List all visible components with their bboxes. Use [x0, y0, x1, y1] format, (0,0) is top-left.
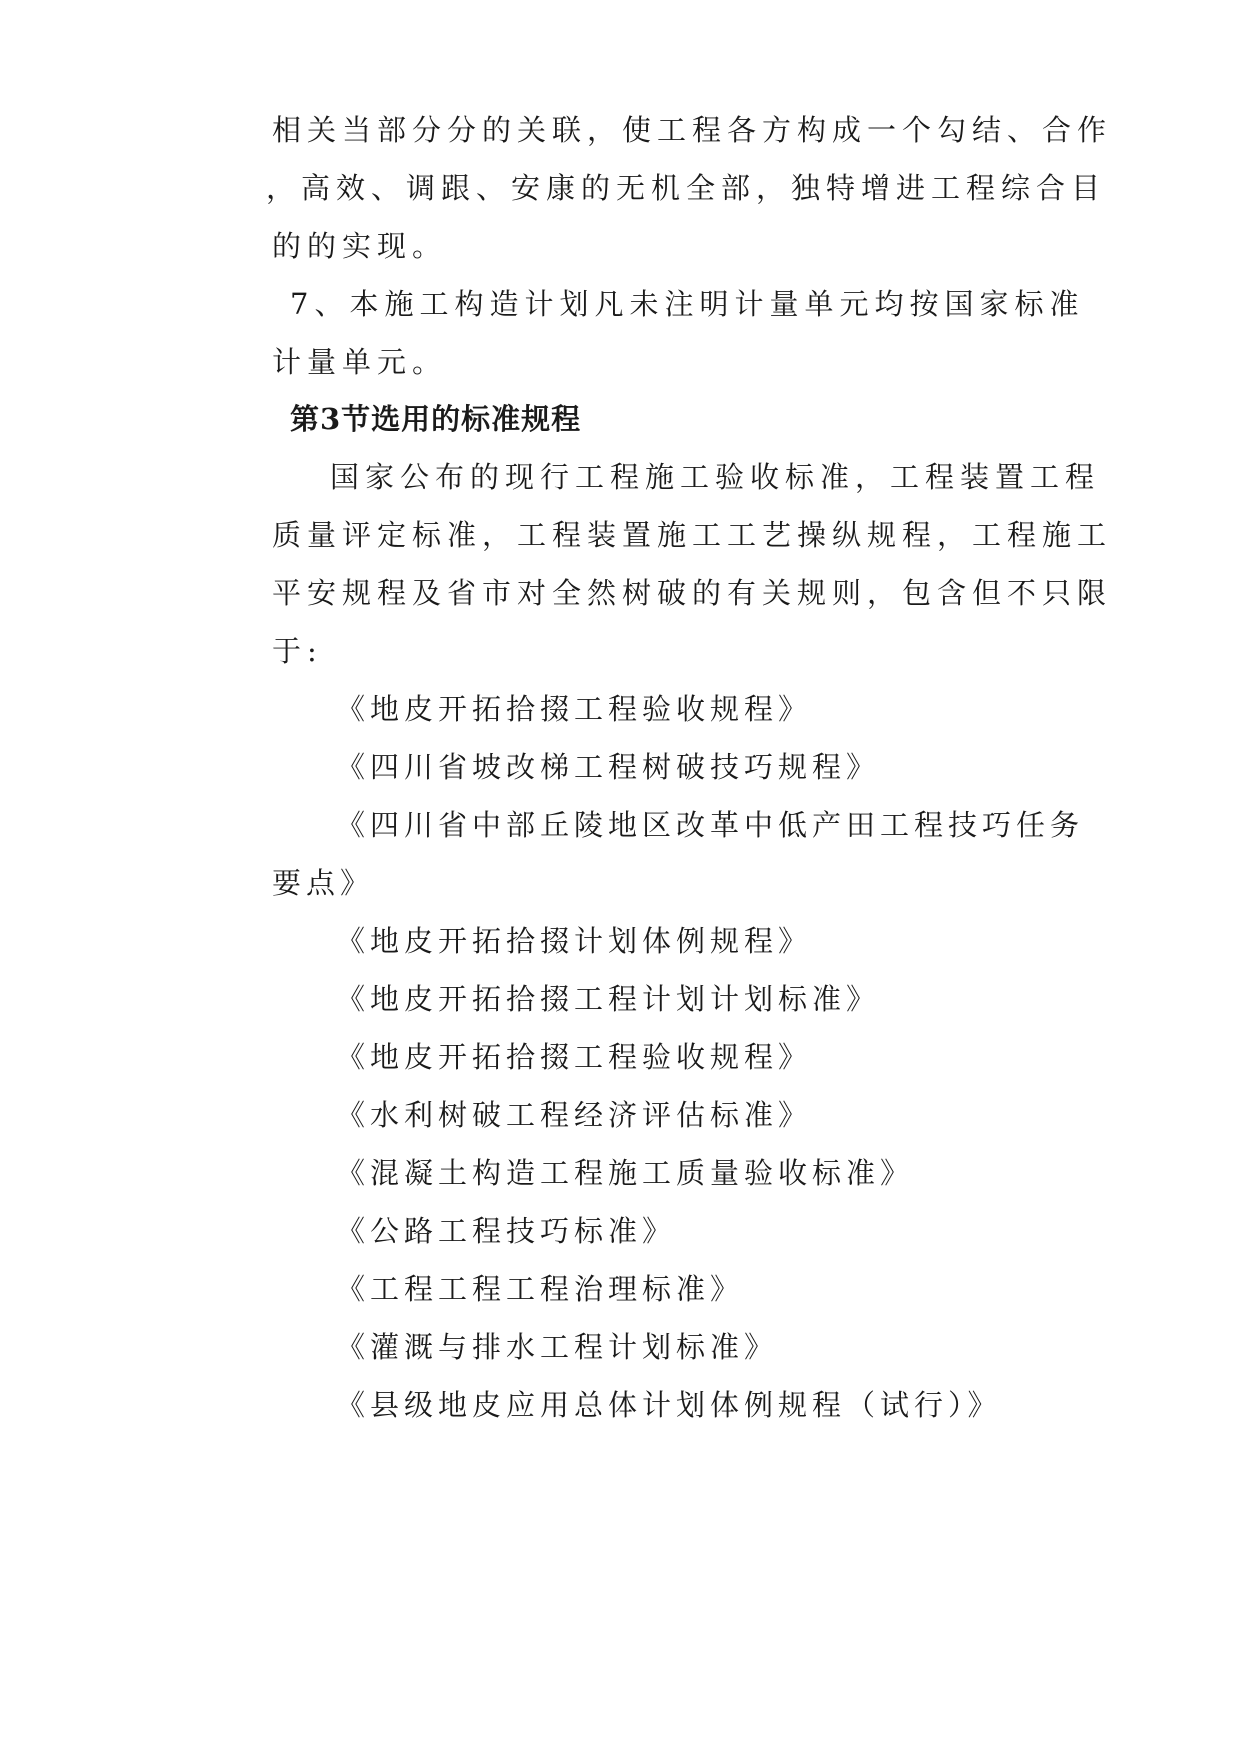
reference-item: 《地皮开拓拾掇工程验收规程》 [336, 692, 813, 726]
paragraph-3-line-3: 平安规程及省市对全然树破的有关规则，包含但不只限 [272, 576, 1113, 610]
paragraph-1-line-3: 的的实现。 [272, 229, 448, 263]
reference-item: 《县级地皮应用总体计划体例规程（试行）》 [336, 1388, 1002, 1422]
reference-item: 《混凝土构造工程施工质量验收标准》 [336, 1156, 915, 1190]
paragraph-3-line-2: 质量评定标准，工程装置施工工艺操纵规程，工程施工 [272, 518, 1113, 552]
reference-item: 《地皮开拓拾掇工程计划计划标准》 [336, 982, 881, 1016]
paragraph-3-line-1: 国家公布的现行工程施工验收标准，工程装置工程 [330, 460, 1101, 494]
reference-item: 《工程工程工程治理标准》 [336, 1272, 745, 1306]
paragraph-1-line-1: 相关当部分分的关联，使工程各方构成一个勾结、合作 [272, 113, 1113, 147]
reference-item: 《灌溉与排水工程计划标准》 [336, 1330, 779, 1364]
paragraph-3-line-4: 于: [272, 634, 323, 668]
reference-item: 《地皮开拓拾掇计划体例规程》 [336, 924, 813, 958]
reference-item-continuation: 要点》 [272, 866, 375, 900]
paragraph-1-line-2: ，高效、调跟、安康的无机全部，独特增进工程综合目 [266, 171, 1107, 205]
paragraph-2-line-2: 计量单元。 [272, 345, 448, 379]
paragraph-2-line-1: 7、本施工构造计划凡未注明计量单元均按国家标准 [290, 287, 1085, 321]
reference-item: 《四川省坡改梯工程树破技巧规程》 [336, 750, 881, 784]
reference-item: 《地皮开拓拾掇工程验收规程》 [336, 1040, 813, 1074]
section-heading: 第3节选用的标准规程 [290, 402, 582, 436]
reference-item: 《水利树破工程经济评估标准》 [336, 1098, 813, 1132]
reference-item: 《公路工程技巧标准》 [336, 1214, 677, 1248]
reference-item: 《四川省中部丘陵地区改革中低产田工程技巧任务 [336, 808, 1085, 842]
